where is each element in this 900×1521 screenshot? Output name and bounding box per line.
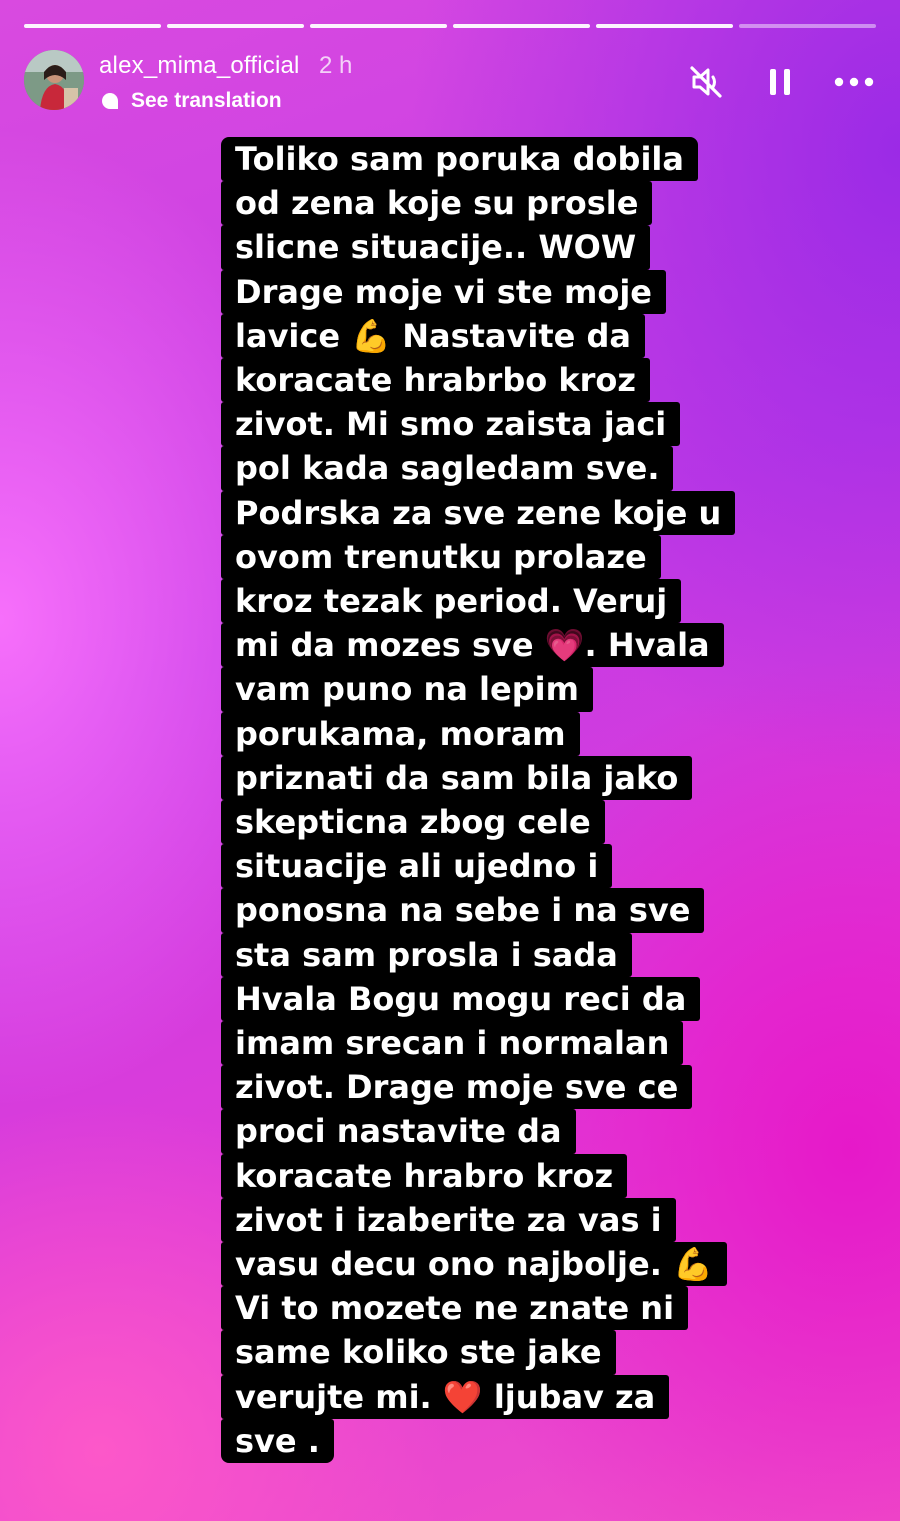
story-text-line: priznati da sam bila jako: [221, 756, 692, 800]
story-text-line: ovom trenutku prolaze: [221, 535, 661, 579]
story-text-overlay: [221, 137, 781, 1463]
story-progress-bar: [24, 24, 876, 28]
story-text-line: Vi to mozete ne znate ni: [221, 1286, 688, 1330]
story-text-line: verujte mi. ❤️ ljubav za: [221, 1375, 669, 1419]
mute-icon: [688, 65, 724, 99]
see-translation-link[interactable]: [99, 87, 282, 115]
progress-segment: [739, 24, 876, 28]
story-text-line: Hvala Bogu mogu reci da: [221, 977, 700, 1021]
story-text-line: sve .: [221, 1419, 334, 1463]
avatar-image: [24, 50, 84, 110]
story-text-line: skepticna zbog cele: [221, 800, 605, 844]
story-text-line: ponosna na sebe i na sve: [221, 888, 704, 932]
story-text-line: lavice 💪 Nastavite da: [221, 314, 645, 358]
story-text-line: mi da mozes sve 💗. Hvala: [221, 623, 724, 667]
progress-segment: [167, 24, 304, 28]
story-text-line: Drage moje vi ste moje: [221, 270, 666, 314]
more-options-button[interactable]: [832, 64, 876, 100]
story-text-line: pol kada sagledam sve.: [221, 446, 673, 490]
translate-icon: [99, 90, 121, 112]
username[interactable]: alex_mima_official: [99, 52, 300, 79]
story-text-line: kroz tezak period. Veruj: [221, 579, 681, 623]
more-options-icon: [834, 77, 874, 87]
story-text-line: vam puno na lepim: [221, 667, 593, 711]
story-text-line: koracate hrabro kroz: [221, 1154, 627, 1198]
avatar[interactable]: [24, 50, 84, 110]
story-text-line: imam srecan i normalan: [221, 1021, 683, 1065]
pause-icon: [767, 67, 793, 97]
story-text-line: proci nastavite da: [221, 1109, 576, 1153]
story-text-line: same koliko ste jake: [221, 1330, 616, 1374]
story-text-line: od zena koje su prosle: [221, 181, 652, 225]
story-text-line: Toliko sam poruka dobila: [221, 137, 698, 181]
story-text-line: zivot i izaberite za vas i: [221, 1198, 676, 1242]
see-translation-label: See translation: [131, 89, 282, 112]
post-time: 2 h: [319, 52, 353, 79]
pause-button[interactable]: [758, 64, 802, 100]
story-text-line: Podrska za sve zene koje u: [221, 491, 735, 535]
progress-segment: [453, 24, 590, 28]
story-text-line: koracate hrabrbo kroz: [221, 358, 650, 402]
story-controls: [684, 64, 876, 100]
progress-segment: [24, 24, 161, 28]
story-text-line: porukama, moram: [221, 712, 580, 756]
mute-button[interactable]: [684, 64, 728, 100]
progress-segment: [596, 24, 733, 28]
story-text-line: sta sam prosla i sada: [221, 933, 632, 977]
progress-segment: [310, 24, 447, 28]
story-text-line: situacije ali ujedno i: [221, 844, 612, 888]
story-text-line: zivot. Drage moje sve ce: [221, 1065, 692, 1109]
story-text-line: vasu decu ono najbolje. 💪: [221, 1242, 727, 1286]
story-text-line: zivot. Mi smo zaista jaci: [221, 402, 680, 446]
story-header: [24, 50, 876, 112]
story-text-line: slicne situacije.. WOW: [221, 225, 650, 269]
